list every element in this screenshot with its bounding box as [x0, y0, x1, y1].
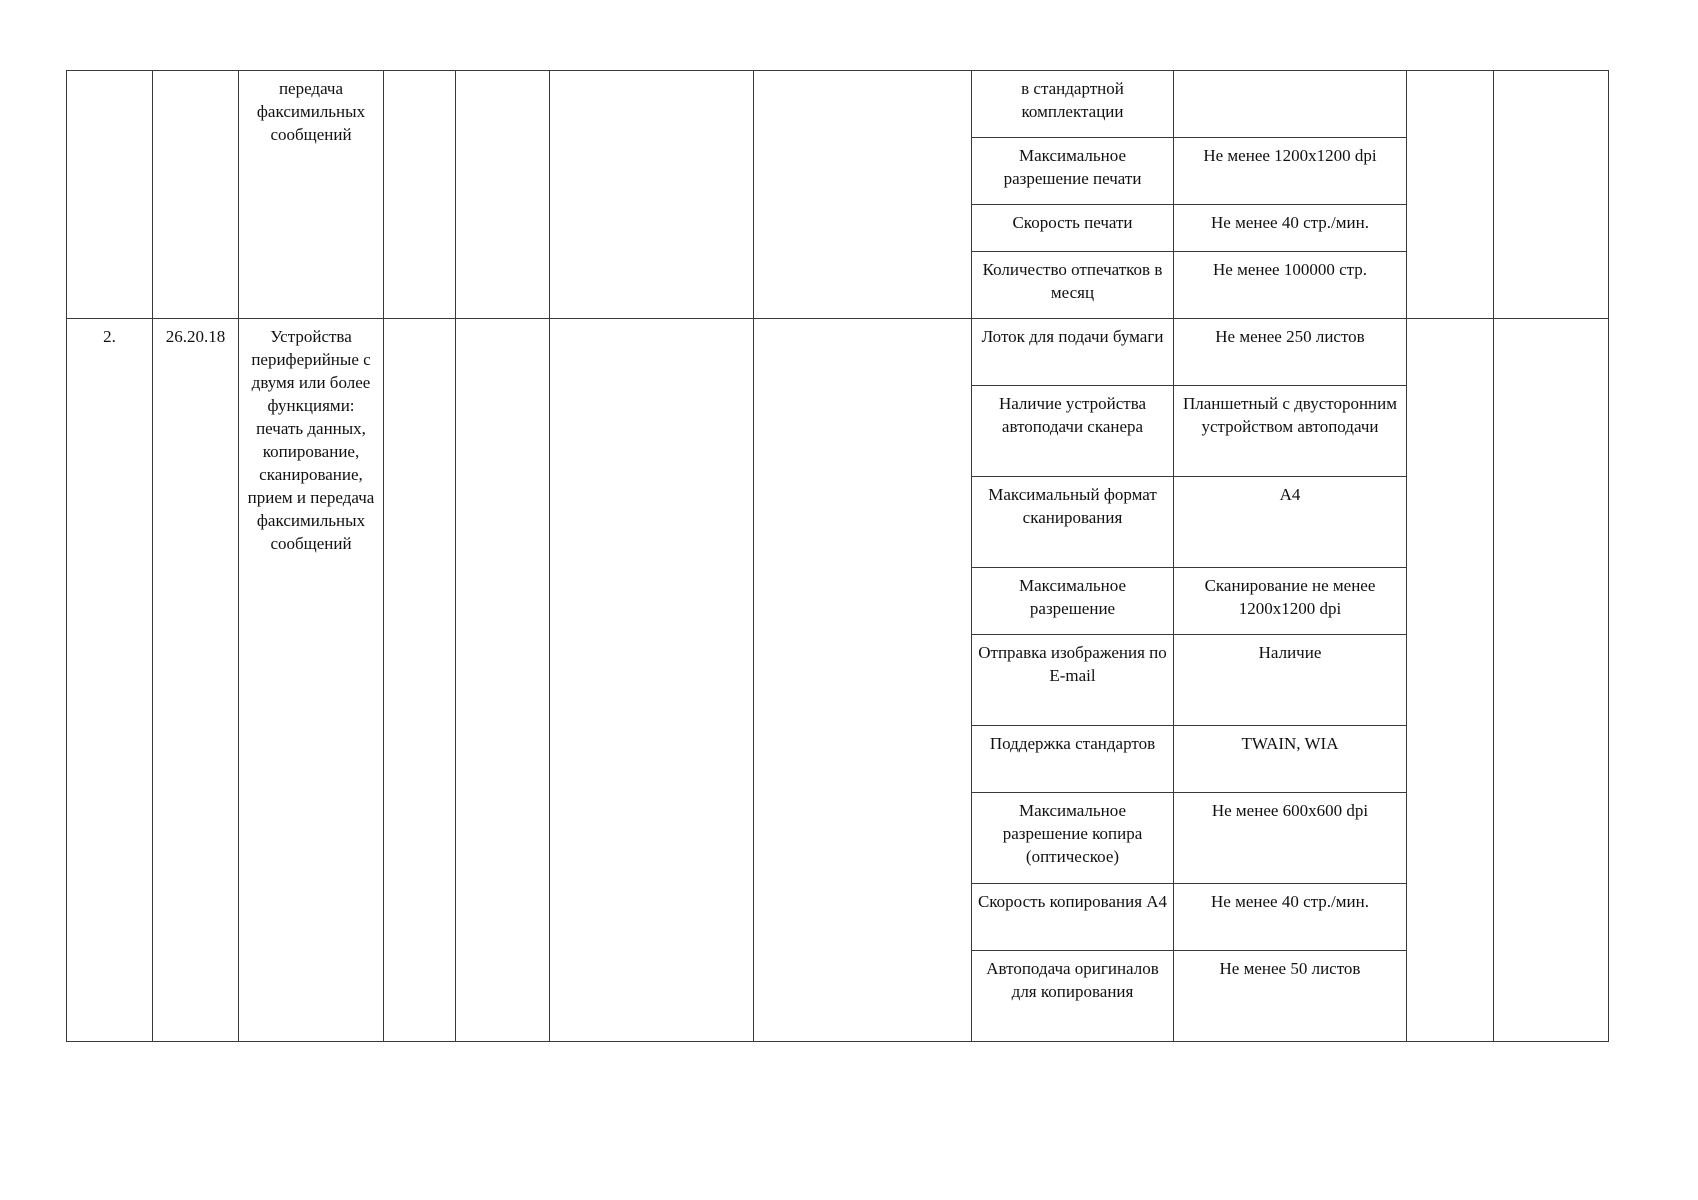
- item-number-cell: 2.: [67, 319, 153, 1042]
- empty-cell: [456, 71, 550, 319]
- spec-value-cell: Не менее 1200х1200 dpi: [1174, 138, 1407, 205]
- spec-param-cell: Максимальное разрешение копира (оптическое): [972, 793, 1174, 884]
- spec-param-cell: Лоток для подачи бумаги: [972, 319, 1174, 386]
- spec-param-cell: Максимальное разрешение: [972, 568, 1174, 635]
- spec-value-cell: Не менее 100000 стр.: [1174, 252, 1407, 319]
- item-number-cell: [67, 71, 153, 319]
- spec-param-cell: Количество отпечатков в месяц: [972, 252, 1174, 319]
- spec-value-cell: [1174, 71, 1407, 138]
- item-code-cell: [153, 71, 239, 319]
- empty-cell: [384, 71, 456, 319]
- empty-cell: [754, 71, 972, 319]
- spec-value-cell: Не менее 50 листов: [1174, 951, 1407, 1042]
- specification-table: [66, 70, 1609, 1042]
- spec-param-cell: Максимальный формат сканирования: [972, 477, 1174, 568]
- spec-param-cell: Скорость печати: [972, 205, 1174, 252]
- spec-param-cell: Автоподача оригиналов для копирования: [972, 951, 1174, 1042]
- spec-param-cell: Наличие устройства автоподачи сканера: [972, 386, 1174, 477]
- item-name-cell: передача факсимильных сообщений: [239, 71, 384, 319]
- spec-value-cell: TWAIN, WIA: [1174, 726, 1407, 793]
- empty-cell: [1407, 71, 1494, 319]
- empty-cell: [550, 319, 754, 1042]
- table-row: [67, 319, 1609, 386]
- item-name-cell: Устройства периферийные с двумя или более функциями: печать данных, копирование, сканирование, прием и передача факсимильных сообщений: [239, 319, 384, 1042]
- empty-cell: [384, 319, 456, 1042]
- spec-param-cell: Отправка изображения по E-mail: [972, 635, 1174, 726]
- spec-value-cell: А4: [1174, 477, 1407, 568]
- empty-cell: [1407, 319, 1494, 1042]
- empty-cell: [754, 319, 972, 1042]
- spec-value-cell: Не менее 40 стр./мин.: [1174, 205, 1407, 252]
- spec-value-cell: Наличие: [1174, 635, 1407, 726]
- empty-cell: [550, 71, 754, 319]
- spec-value-cell: Сканирование не менее 1200х1200 dpi: [1174, 568, 1407, 635]
- spec-value-cell: Планшетный с двусторонним устройством автоподачи: [1174, 386, 1407, 477]
- spec-param-cell: Скорость копирования А4: [972, 884, 1174, 951]
- spec-value-cell: Не менее 250 листов: [1174, 319, 1407, 386]
- empty-cell: [1494, 319, 1609, 1042]
- spec-value-cell: Не менее 600х600 dpi: [1174, 793, 1407, 884]
- spec-value-cell: Не менее 40 стр./мин.: [1174, 884, 1407, 951]
- spec-param-cell: Максимальное разрешение печати: [972, 138, 1174, 205]
- spec-param-cell: Поддержка стандартов: [972, 726, 1174, 793]
- spec-param-cell: в стандартной комплектации: [972, 71, 1174, 138]
- table-row: [67, 71, 1609, 138]
- empty-cell: [456, 319, 550, 1042]
- empty-cell: [1494, 71, 1609, 319]
- item-code-cell: 26.20.18: [153, 319, 239, 1042]
